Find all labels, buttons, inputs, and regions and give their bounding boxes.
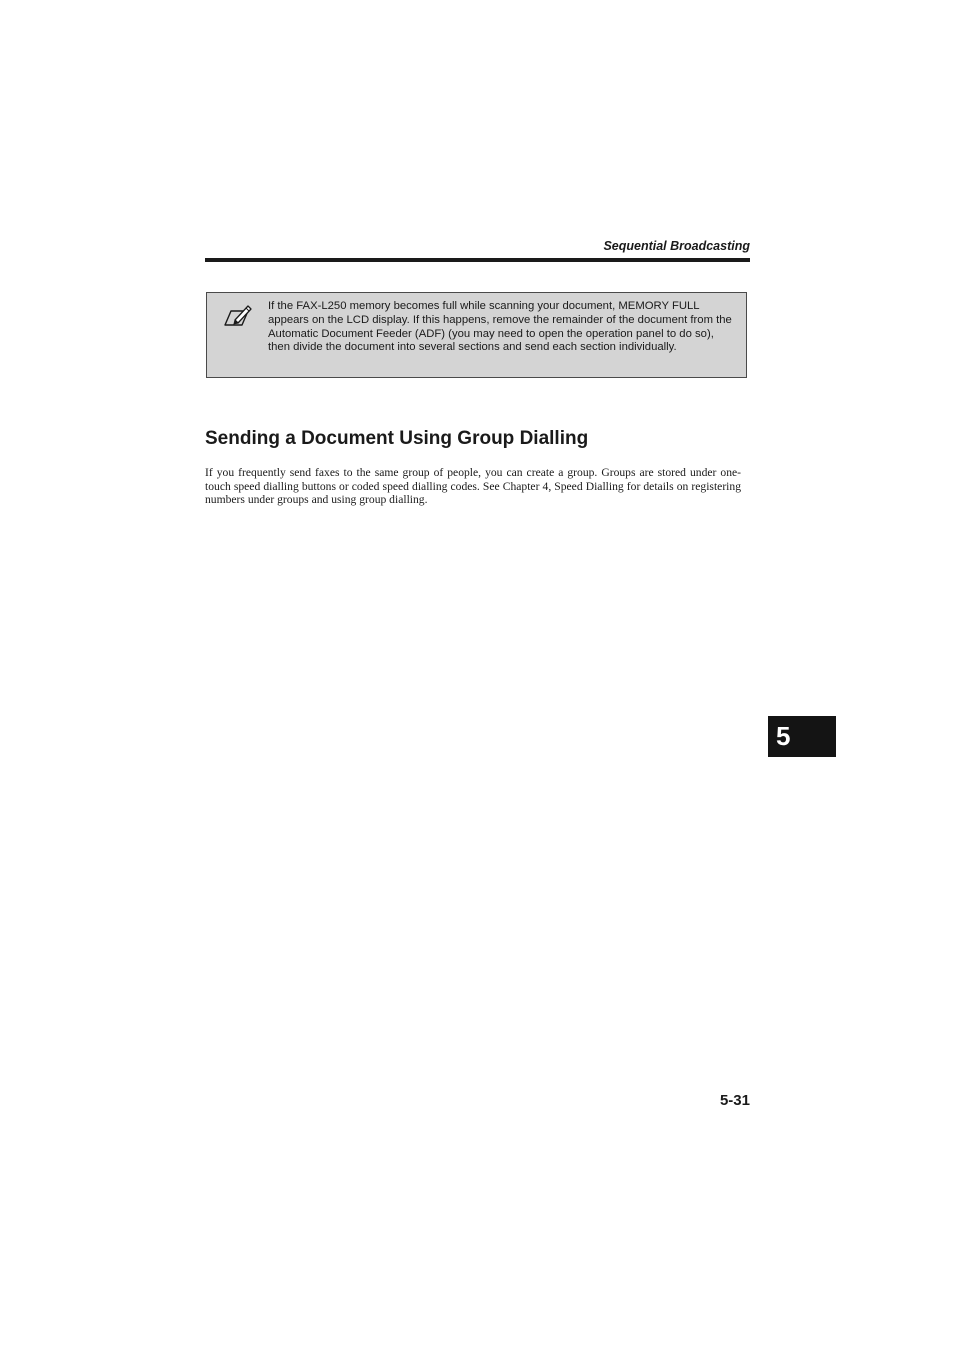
running-header: Sequential Broadcasting [603, 239, 750, 253]
note-pencil-icon [221, 303, 253, 329]
page-number: 5-31 [719, 1092, 750, 1109]
note-box [206, 292, 747, 378]
note-text: If the FAX-L250 memory becomes full while scanning your document, MEMORY FULL appears on the LCD display. If this happens, remove the remainder of the document from the Automatic Document Feeder (ADF) (you may need to open the operation panel to do so), then divide the document into several sections and send each section individually. [268, 300, 732, 354]
chapter-tab: 5 [768, 716, 836, 757]
section-body: If you frequently send faxes to the same group of people, you can create a group. Groups are stored under one-touch speed dialling buttons or coded speed dialling codes. See Chapter 4, Speed Dialling for details on registering numbers under groups and using group dialling. [205, 466, 741, 507]
section-title: Sending a Document Using Group Dialling [205, 428, 589, 449]
header-rule [205, 258, 750, 262]
